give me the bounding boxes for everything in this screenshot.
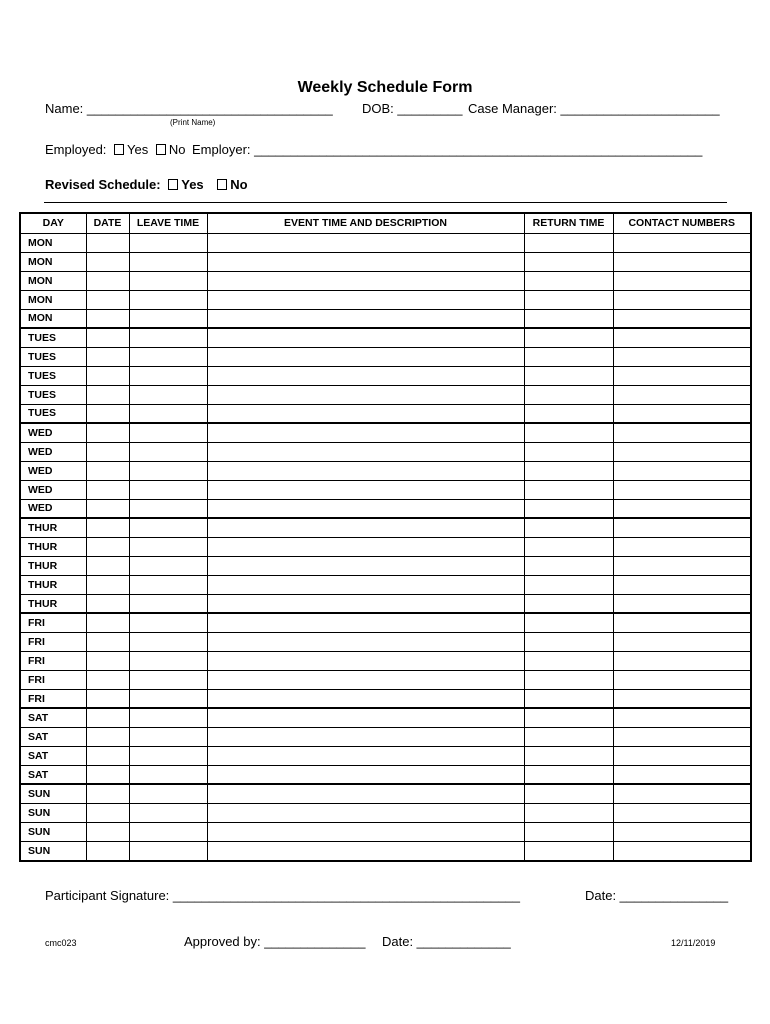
day-cell: SUN [20, 842, 86, 862]
day-cell: TUES [20, 366, 86, 385]
return-time-cell[interactable] [524, 670, 613, 689]
date-cell[interactable] [86, 480, 129, 499]
contact-cell[interactable] [613, 328, 751, 347]
dob-field-label[interactable]: DOB: _________ [362, 101, 463, 116]
table-row [20, 556, 751, 575]
contact-cell[interactable] [613, 670, 751, 689]
table-row [20, 442, 751, 461]
leave-time-cell[interactable] [129, 632, 207, 651]
table-row [20, 518, 751, 537]
employed-label: Employed: [45, 142, 107, 157]
date-cell[interactable] [86, 784, 129, 803]
event-cell[interactable] [207, 442, 524, 461]
col-header-leave-time: LEAVE TIME [129, 213, 207, 233]
contact-cell[interactable] [613, 765, 751, 784]
date-cell[interactable] [86, 556, 129, 575]
leave-time-cell[interactable] [129, 556, 207, 575]
leave-time-cell[interactable] [129, 442, 207, 461]
day-cell: THUR [20, 556, 86, 575]
date-cell[interactable] [86, 765, 129, 784]
event-cell[interactable] [207, 746, 524, 765]
table-row [20, 309, 751, 328]
approved-by-field-label[interactable]: Approved by: ______________ [184, 934, 366, 949]
table-row [20, 271, 751, 290]
employed-row [45, 142, 186, 157]
return-time-cell[interactable] [524, 746, 613, 765]
day-cell: THUR [20, 575, 86, 594]
employed-yes-label: Yes [127, 142, 149, 157]
date-cell[interactable] [86, 404, 129, 423]
leave-time-cell[interactable] [129, 271, 207, 290]
event-cell[interactable] [207, 632, 524, 651]
date-cell[interactable] [86, 233, 129, 252]
leave-time-cell[interactable] [129, 689, 207, 708]
leave-time-cell[interactable] [129, 594, 207, 613]
return-time-cell[interactable] [524, 385, 613, 404]
leave-time-cell[interactable] [129, 366, 207, 385]
date-cell[interactable] [86, 499, 129, 518]
col-header-event: EVENT TIME AND DESCRIPTION [207, 213, 524, 233]
date-cell[interactable] [86, 423, 129, 442]
event-cell[interactable] [207, 328, 524, 347]
event-cell[interactable] [207, 689, 524, 708]
event-cell[interactable] [207, 822, 524, 841]
table-row [20, 613, 751, 632]
day-cell: MON [20, 309, 86, 328]
revised-schedule-label: Revised Schedule: [45, 177, 161, 192]
table-row [20, 670, 751, 689]
leave-time-cell[interactable] [129, 290, 207, 309]
schedule-table [19, 212, 752, 862]
leave-time-cell[interactable] [129, 328, 207, 347]
revision-date: 12/11/2019 [671, 938, 716, 948]
date-cell[interactable] [86, 632, 129, 651]
leave-time-cell[interactable] [129, 347, 207, 366]
table-row [20, 575, 751, 594]
date-cell[interactable] [86, 708, 129, 727]
date-cell[interactable] [86, 347, 129, 366]
leave-time-cell[interactable] [129, 252, 207, 271]
date-cell[interactable] [86, 575, 129, 594]
leave-time-cell[interactable] [129, 651, 207, 670]
return-time-cell[interactable] [524, 689, 613, 708]
return-time-cell[interactable] [524, 727, 613, 746]
date-cell[interactable] [86, 842, 129, 862]
event-cell[interactable] [207, 594, 524, 613]
return-time-cell[interactable] [524, 499, 613, 518]
day-cell: THUR [20, 518, 86, 537]
date-cell[interactable] [86, 442, 129, 461]
event-cell[interactable] [207, 499, 524, 518]
contact-cell[interactable] [613, 822, 751, 841]
table-row [20, 727, 751, 746]
table-row [20, 480, 751, 499]
table-row [20, 366, 751, 385]
return-time-cell[interactable] [524, 233, 613, 252]
table-row [20, 784, 751, 803]
date-cell[interactable] [86, 727, 129, 746]
table-row [20, 537, 751, 556]
leave-time-cell[interactable] [129, 423, 207, 442]
contact-cell[interactable] [613, 727, 751, 746]
day-cell: THUR [20, 537, 86, 556]
date-cell[interactable] [86, 689, 129, 708]
table-row [20, 651, 751, 670]
contact-cell[interactable] [613, 480, 751, 499]
return-time-cell[interactable] [524, 803, 613, 822]
leave-time-cell[interactable] [129, 842, 207, 862]
leave-time-cell[interactable] [129, 575, 207, 594]
day-cell: TUES [20, 328, 86, 347]
return-time-cell[interactable] [524, 328, 613, 347]
table-row [20, 252, 751, 271]
table-row [20, 461, 751, 480]
table-row [20, 822, 751, 841]
contact-cell[interactable] [613, 252, 751, 271]
day-cell: FRI [20, 689, 86, 708]
table-row [20, 803, 751, 822]
event-cell[interactable] [207, 575, 524, 594]
event-cell[interactable] [207, 271, 524, 290]
table-row [20, 385, 751, 404]
date-cell[interactable] [86, 651, 129, 670]
contact-cell[interactable] [613, 271, 751, 290]
return-time-cell[interactable] [524, 480, 613, 499]
table-row [20, 404, 751, 423]
event-cell[interactable] [207, 613, 524, 632]
contact-cell[interactable] [613, 290, 751, 309]
day-cell: MON [20, 290, 86, 309]
table-row [20, 708, 751, 727]
return-time-cell[interactable] [524, 613, 613, 632]
day-cell: SUN [20, 822, 86, 841]
leave-time-cell[interactable] [129, 670, 207, 689]
contact-cell[interactable] [613, 537, 751, 556]
table-row [20, 842, 751, 862]
contact-cell[interactable] [613, 746, 751, 765]
contact-cell[interactable] [613, 594, 751, 613]
event-cell[interactable] [207, 461, 524, 480]
event-cell[interactable] [207, 366, 524, 385]
contact-cell[interactable] [613, 842, 751, 862]
col-header-return-time: RETURN TIME [524, 213, 613, 233]
leave-time-cell[interactable] [129, 518, 207, 537]
return-time-cell[interactable] [524, 461, 613, 480]
contact-cell[interactable] [613, 233, 751, 252]
day-cell: FRI [20, 613, 86, 632]
event-cell[interactable] [207, 765, 524, 784]
revised-no-checkbox[interactable] [217, 179, 227, 190]
day-cell: FRI [20, 632, 86, 651]
table-row [20, 328, 751, 347]
date-cell[interactable] [86, 252, 129, 271]
return-time-cell[interactable] [524, 594, 613, 613]
day-cell: FRI [20, 670, 86, 689]
date-cell[interactable] [86, 271, 129, 290]
return-time-cell[interactable] [524, 784, 613, 803]
return-time-cell[interactable] [524, 271, 613, 290]
revised-yes-label: Yes [181, 177, 204, 192]
return-time-cell[interactable] [524, 518, 613, 537]
header-divider [44, 202, 727, 203]
event-cell[interactable] [207, 784, 524, 803]
signature-field-label[interactable]: Participant Signature: ________________________________________________ [45, 888, 520, 903]
contact-cell[interactable] [613, 461, 751, 480]
contact-cell[interactable] [613, 499, 751, 518]
return-time-cell[interactable] [524, 556, 613, 575]
return-time-cell[interactable] [524, 309, 613, 328]
contact-cell[interactable] [613, 613, 751, 632]
table-row [20, 423, 751, 442]
day-cell: MON [20, 252, 86, 271]
day-cell: SAT [20, 727, 86, 746]
leave-time-cell[interactable] [129, 309, 207, 328]
day-cell: FRI [20, 651, 86, 670]
event-cell[interactable] [207, 727, 524, 746]
table-header-row [20, 213, 751, 233]
form-title: Weekly Schedule Form [297, 79, 473, 96]
leave-time-cell[interactable] [129, 233, 207, 252]
return-time-cell[interactable] [524, 537, 613, 556]
contact-cell[interactable] [613, 784, 751, 803]
leave-time-cell[interactable] [129, 822, 207, 841]
day-cell: TUES [20, 404, 86, 423]
contact-cell[interactable] [613, 518, 751, 537]
revised-yes-checkbox[interactable] [168, 179, 178, 190]
contact-cell[interactable] [613, 556, 751, 575]
event-cell[interactable] [207, 670, 524, 689]
return-time-cell[interactable] [524, 842, 613, 862]
contact-cell[interactable] [613, 404, 751, 423]
event-cell[interactable] [207, 233, 524, 252]
leave-time-cell[interactable] [129, 480, 207, 499]
employer-field-label[interactable]: Employer: ______________________________________________________________ [192, 142, 703, 157]
event-cell[interactable] [207, 537, 524, 556]
day-cell: WED [20, 423, 86, 442]
day-cell: TUES [20, 385, 86, 404]
table-row [20, 594, 751, 613]
date-cell[interactable] [86, 822, 129, 841]
event-cell[interactable] [207, 803, 524, 822]
date-cell[interactable] [86, 518, 129, 537]
table-row [20, 233, 751, 252]
signature-date-field-label[interactable]: Date: _______________ [585, 888, 729, 903]
table-row [20, 689, 751, 708]
table-row [20, 347, 751, 366]
employed-no-label: No [168, 142, 186, 157]
contact-cell[interactable] [613, 689, 751, 708]
return-time-cell[interactable] [524, 708, 613, 727]
col-header-date: DATE [86, 213, 129, 233]
schedule-body [20, 233, 751, 861]
table-row [20, 290, 751, 309]
contact-cell[interactable] [613, 347, 751, 366]
day-cell: SAT [20, 708, 86, 727]
return-time-cell[interactable] [524, 423, 613, 442]
event-cell[interactable] [207, 480, 524, 499]
name-field-label[interactable]: Name: __________________________________ [45, 101, 333, 116]
return-time-cell[interactable] [524, 290, 613, 309]
return-time-cell[interactable] [524, 252, 613, 271]
employed-no-checkbox[interactable] [156, 144, 166, 155]
table-row [20, 499, 751, 518]
day-cell: WED [20, 442, 86, 461]
leave-time-cell[interactable] [129, 746, 207, 765]
contact-cell[interactable] [613, 575, 751, 594]
day-cell: WED [20, 461, 86, 480]
return-time-cell[interactable] [524, 442, 613, 461]
leave-time-cell[interactable] [129, 385, 207, 404]
event-cell[interactable] [207, 385, 524, 404]
leave-time-cell[interactable] [129, 784, 207, 803]
date-cell[interactable] [86, 537, 129, 556]
date-cell[interactable] [86, 328, 129, 347]
leave-time-cell[interactable] [129, 537, 207, 556]
date-cell[interactable] [86, 290, 129, 309]
form-code: cmc023 [45, 938, 77, 948]
leave-time-cell[interactable] [129, 765, 207, 784]
leave-time-cell[interactable] [129, 404, 207, 423]
revised-schedule-row [45, 177, 248, 192]
day-cell: MON [20, 233, 86, 252]
leave-time-cell[interactable] [129, 708, 207, 727]
day-cell: SAT [20, 746, 86, 765]
contact-cell[interactable] [613, 632, 751, 651]
return-time-cell[interactable] [524, 366, 613, 385]
day-cell: SUN [20, 784, 86, 803]
day-cell: TUES [20, 347, 86, 366]
contact-cell[interactable] [613, 385, 751, 404]
return-time-cell[interactable] [524, 822, 613, 841]
case-manager-field-label[interactable]: Case Manager: ______________________ [468, 101, 720, 116]
date-cell[interactable] [86, 385, 129, 404]
employed-yes-checkbox[interactable] [114, 144, 124, 155]
return-time-cell[interactable] [524, 347, 613, 366]
return-time-cell[interactable] [524, 575, 613, 594]
day-cell: SAT [20, 765, 86, 784]
return-time-cell[interactable] [524, 765, 613, 784]
date-cell[interactable] [86, 309, 129, 328]
table-row [20, 746, 751, 765]
event-cell[interactable] [207, 309, 524, 328]
day-cell: THUR [20, 594, 86, 613]
contact-cell[interactable] [613, 708, 751, 727]
approved-date-field-label[interactable]: Date: _____________ [382, 934, 511, 949]
date-cell[interactable] [86, 746, 129, 765]
event-cell[interactable] [207, 252, 524, 271]
table-row [20, 765, 751, 784]
leave-time-cell[interactable] [129, 803, 207, 822]
event-cell[interactable] [207, 708, 524, 727]
event-cell[interactable] [207, 518, 524, 537]
contact-cell[interactable] [613, 651, 751, 670]
revised-no-label: No [230, 177, 248, 192]
event-cell[interactable] [207, 423, 524, 442]
col-header-contact: CONTACT NUMBERS [613, 213, 751, 233]
leave-time-cell[interactable] [129, 727, 207, 746]
event-cell[interactable] [207, 347, 524, 366]
leave-time-cell[interactable] [129, 461, 207, 480]
event-cell[interactable] [207, 651, 524, 670]
print-name-hint: (Print Name) [170, 118, 216, 127]
day-cell: WED [20, 499, 86, 518]
leave-time-cell[interactable] [129, 499, 207, 518]
date-cell[interactable] [86, 613, 129, 632]
col-header-day: DAY [20, 213, 86, 233]
return-time-cell[interactable] [524, 651, 613, 670]
table-row [20, 632, 751, 651]
event-cell[interactable] [207, 556, 524, 575]
date-cell[interactable] [86, 461, 129, 480]
date-cell[interactable] [86, 366, 129, 385]
contact-cell[interactable] [613, 366, 751, 385]
date-cell[interactable] [86, 803, 129, 822]
event-cell[interactable] [207, 842, 524, 862]
contact-cell[interactable] [613, 423, 751, 442]
date-cell[interactable] [86, 594, 129, 613]
return-time-cell[interactable] [524, 404, 613, 423]
event-cell[interactable] [207, 290, 524, 309]
date-cell[interactable] [86, 670, 129, 689]
contact-cell[interactable] [613, 309, 751, 328]
contact-cell[interactable] [613, 442, 751, 461]
contact-cell[interactable] [613, 803, 751, 822]
leave-time-cell[interactable] [129, 613, 207, 632]
day-cell: MON [20, 271, 86, 290]
day-cell: SUN [20, 803, 86, 822]
return-time-cell[interactable] [524, 632, 613, 651]
day-cell: WED [20, 480, 86, 499]
event-cell[interactable] [207, 404, 524, 423]
